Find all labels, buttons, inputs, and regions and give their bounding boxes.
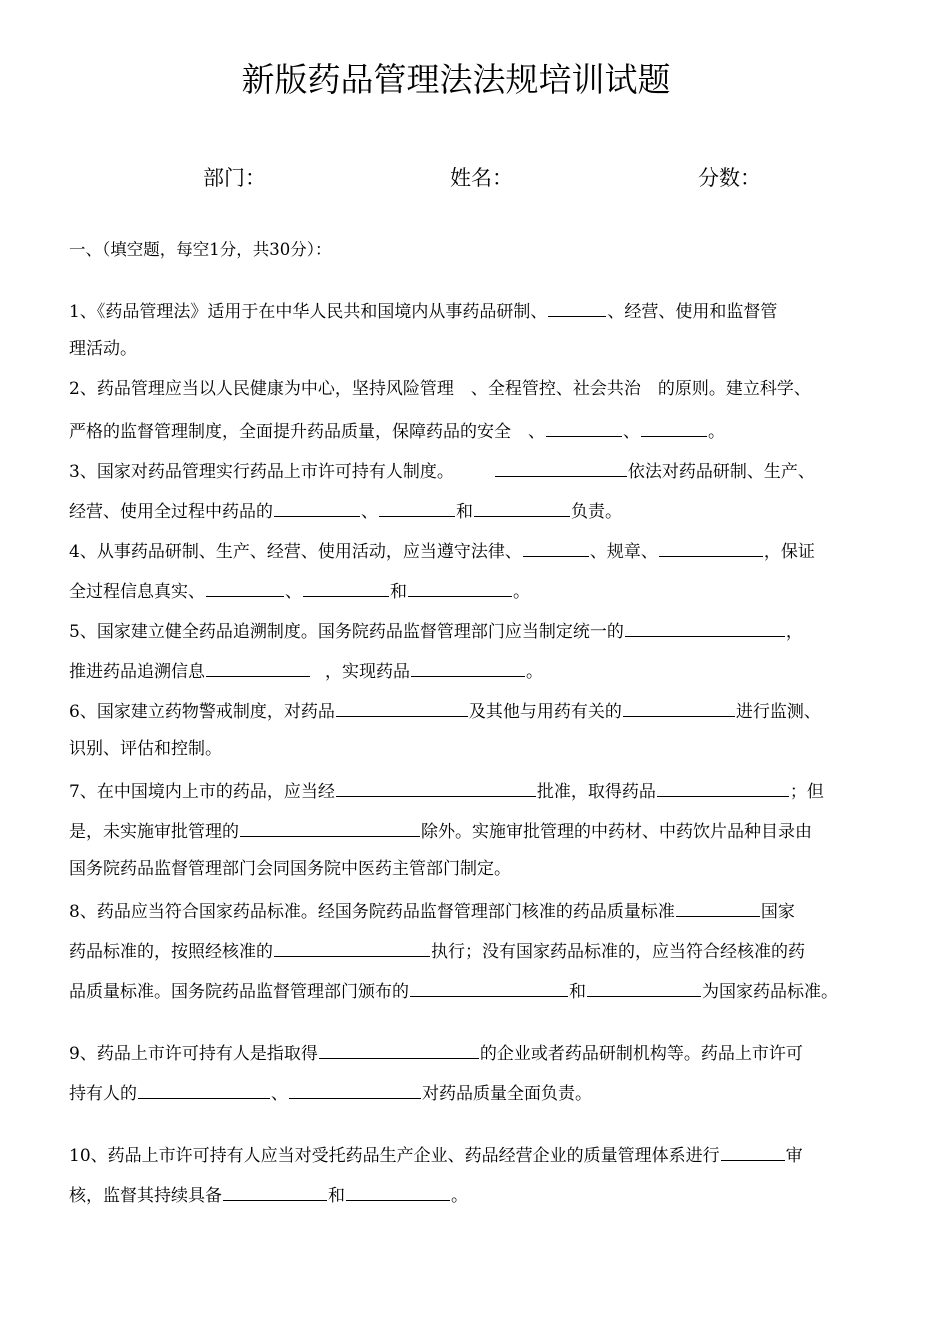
question-text: 推进药品追溯信息	[69, 662, 205, 682]
answer-blank[interactable]	[474, 497, 570, 517]
question-text: 6、国家建立药物警戒制度，对药品	[69, 702, 335, 722]
question-text: 经营、使用全过程中药品的	[69, 502, 273, 522]
question-7-line-1	[69, 777, 824, 804]
answer-blank[interactable]	[659, 537, 763, 557]
question-text: 7、在中国境内上市的药品，应当经	[69, 782, 335, 802]
question-text: 10、药品上市许可持有人应当对受托药品生产企业、药品经营企业的质量管理体系进行	[69, 1146, 720, 1166]
question-text: 药品标准的，按照经核准的	[69, 942, 273, 962]
answer-blank[interactable]	[274, 497, 360, 517]
question-text: 执行；没有国家药品标准的，应当符合经核准的药	[431, 942, 805, 962]
question-text: 、	[623, 422, 640, 442]
question-6-line-1	[69, 697, 821, 724]
question-7-line-3: 国务院药品监督管理部门会同国务院中医药主管部门制定。	[69, 859, 511, 879]
question-3-line-2	[69, 497, 622, 524]
question-text: 为国家药品标准。	[702, 982, 838, 1002]
question-2-line-1: 2、药品管理应当以人民健康为中心，坚持风险管理 、全程管控、社会共治 的原则。建立科学、	[69, 379, 811, 399]
answer-blank[interactable]	[336, 697, 468, 717]
question-text: 批准，取得药品	[536, 782, 656, 802]
question-6-line-2: 识别、评估和控制。	[69, 739, 222, 759]
question-5-line-2	[69, 657, 543, 684]
question-text: 的企业或者药品研制机构等。药品上市许可	[479, 1044, 803, 1064]
exam-title: 新版药品管理法法规培训试题	[241, 60, 671, 99]
question-text: ，实现药品	[325, 662, 410, 682]
question-text: 国家	[760, 902, 795, 922]
answer-blank[interactable]	[657, 777, 789, 797]
question-text: 持有人的	[69, 1084, 137, 1104]
question-text: 和	[569, 982, 586, 1002]
question-1-line-2: 理活动。	[69, 339, 137, 359]
question-8-line-2	[69, 937, 805, 964]
question-8-line-1	[69, 897, 795, 924]
question-text: 和	[390, 582, 407, 602]
answer-blank[interactable]	[408, 577, 512, 597]
question-text: 和	[328, 1186, 345, 1206]
question-text: ，	[785, 622, 803, 642]
name-label: 姓名：	[450, 166, 513, 190]
answer-blank[interactable]	[240, 817, 420, 837]
question-text: 。	[526, 662, 543, 682]
question-text: 和	[456, 502, 473, 522]
question-text: 。	[451, 1186, 468, 1206]
question-text: ，保证	[763, 542, 815, 562]
answer-blank[interactable]	[303, 577, 389, 597]
question-text: 严格的监督管理制度，全面提升药品质量，保障药品的安全 、	[69, 422, 545, 442]
answer-blank[interactable]	[523, 537, 589, 557]
answer-blank[interactable]	[138, 1079, 270, 1099]
answer-blank[interactable]	[289, 1079, 421, 1099]
section-heading: 一、（填空题，每空1分，共30分）：	[69, 240, 332, 259]
question-text: 是，未实施审批管理的	[69, 822, 239, 842]
question-5-line-1	[69, 617, 803, 644]
answer-blank[interactable]	[223, 1181, 327, 1201]
answer-blank[interactable]	[346, 1181, 450, 1201]
question-4-line-1	[69, 537, 815, 564]
question-1-line-1	[69, 297, 777, 324]
question-text: 除外。实施审批管理的中药材、中药饮片品种目录由	[421, 822, 812, 842]
question-text: 、	[361, 502, 378, 522]
answer-blank[interactable]	[625, 617, 785, 637]
question-9-line-2	[69, 1079, 592, 1106]
question-text: 、经营、使用和监督管	[607, 302, 778, 322]
question-text: 5、国家建立健全药品追溯制度。国务院药品监督管理部门应当制定统一的	[69, 622, 624, 642]
question-9-line-1	[69, 1039, 803, 1066]
answer-blank[interactable]	[587, 977, 701, 997]
answer-blank[interactable]	[411, 657, 525, 677]
score-label: 分数：	[698, 166, 761, 190]
question-2-line-2	[69, 417, 725, 444]
question-text: 对药品质量全面负责。	[422, 1084, 592, 1104]
answer-blank[interactable]	[641, 417, 707, 437]
question-text: 8、药品应当符合国家药品标准。经国务院药品监督管理部门核准的药品质量标准	[69, 902, 675, 922]
answer-blank[interactable]	[274, 937, 430, 957]
question-4-line-2	[69, 577, 530, 604]
question-text: 审	[785, 1146, 803, 1166]
question-text: 。	[513, 582, 530, 602]
question-8-line-3	[69, 977, 838, 1004]
question-text: 依法对药品研制、生产、	[627, 462, 815, 482]
department-label: 部门：	[203, 166, 266, 190]
question-text: 及其他与用药有关的	[468, 702, 622, 722]
question-text: 负责。	[571, 502, 622, 522]
question-text: ；但	[789, 782, 824, 802]
answer-blank[interactable]	[548, 297, 606, 317]
question-text: 4、从事药品研制、生产、经营、使用活动，应当遵守法律、	[69, 542, 522, 562]
question-text: 、	[271, 1084, 288, 1104]
question-text: 9、药品上市许可持有人是指取得	[69, 1044, 318, 1064]
answer-blank[interactable]	[206, 577, 284, 597]
question-3-line-1	[69, 457, 815, 484]
answer-blank[interactable]	[336, 777, 536, 797]
question-7-line-2	[69, 817, 812, 844]
question-10-line-1	[69, 1141, 803, 1168]
answer-blank[interactable]	[721, 1141, 785, 1161]
answer-blank[interactable]	[410, 977, 568, 997]
answer-blank[interactable]	[379, 497, 455, 517]
question-text: 3、国家对药品管理实行药品上市许可持有人制度。	[69, 462, 454, 482]
answer-blank[interactable]	[319, 1039, 479, 1059]
question-text: 、	[285, 582, 302, 602]
question-10-line-2	[69, 1181, 468, 1208]
answer-blank[interactable]	[676, 897, 760, 917]
answer-blank[interactable]	[623, 697, 735, 717]
answer-blank[interactable]	[206, 657, 310, 677]
question-text: 品质量标准。国务院药品监督管理部门颁布的	[69, 982, 409, 1002]
question-text: 、规章、	[589, 542, 658, 562]
answer-blank[interactable]	[495, 457, 627, 477]
answer-blank[interactable]	[546, 417, 622, 437]
question-text: 1、《药品管理法》适用于在中华人民共和国境内从事药品研制、	[69, 302, 548, 322]
question-text: 。	[708, 422, 725, 442]
question-text: 全过程信息真实、	[69, 582, 205, 602]
question-text: 核，监督其持续具备	[69, 1186, 222, 1206]
question-text: 进行监测、	[735, 702, 821, 722]
